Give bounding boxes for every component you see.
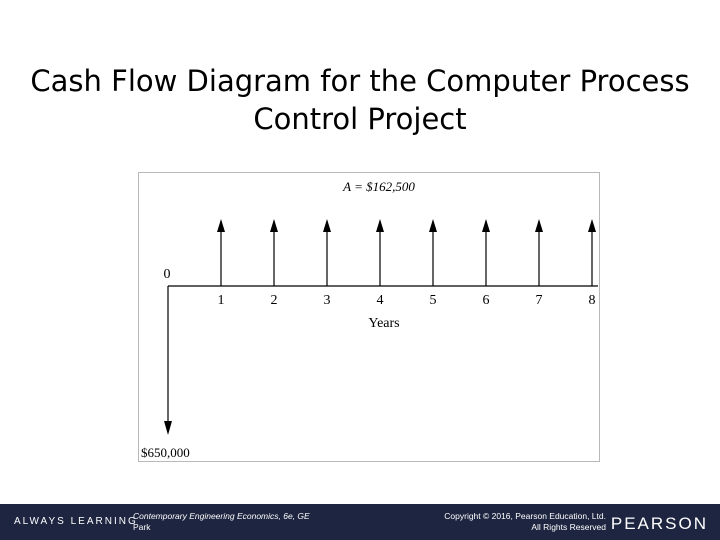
period-label: 6 xyxy=(482,293,490,308)
annual-inflow-arrowhead xyxy=(482,219,490,232)
footer-bar xyxy=(0,504,720,540)
annual-inflow-arrowhead xyxy=(217,219,225,232)
slide-title xyxy=(20,62,700,138)
cash-flow-diagram-canvas xyxy=(139,173,601,463)
footer-book-title: Contemporary Engineering Economics, 6e, GE xyxy=(133,511,310,521)
annual-amount-label: A = $162,500 xyxy=(343,179,415,194)
footer-copyright-line-1: Copyright © 2016, Pearson Education, Ltd. xyxy=(444,511,606,521)
footer-book-info xyxy=(133,511,363,533)
footer-brand: ALWAYS LEARNING xyxy=(14,516,138,527)
annual-inflow-arrowhead xyxy=(323,219,331,232)
annual-inflow-arrowhead xyxy=(429,219,437,232)
initial-outflow-label: $650,000 xyxy=(141,445,190,460)
annual-inflow-arrowhead xyxy=(535,219,543,232)
title-line-2: Control Project xyxy=(253,102,467,136)
period-label: 1 xyxy=(217,293,225,308)
annual-inflow-arrowhead xyxy=(270,219,278,232)
cash-flow-diagram xyxy=(138,172,600,462)
period-label: 3 xyxy=(323,293,331,308)
period-label: 7 xyxy=(535,293,543,308)
footer-copyright-line-2: All Rights Reserved xyxy=(531,522,606,532)
period-markers xyxy=(217,219,596,308)
footer-book-author: Park xyxy=(133,522,151,532)
period-label: 2 xyxy=(270,293,278,308)
annual-inflow-arrowhead xyxy=(588,219,596,232)
period-label: 8 xyxy=(588,293,596,308)
period-label: 4 xyxy=(376,293,384,308)
initial-outflow-arrowhead xyxy=(164,421,172,435)
period-zero-label: 0 xyxy=(163,267,171,282)
annual-inflow-arrowhead xyxy=(376,219,384,232)
title-line-1: Cash Flow Diagram for the Computer Process xyxy=(30,64,690,98)
axis-label: Years xyxy=(368,316,400,331)
footer-copyright xyxy=(366,511,606,533)
pearson-logo: PEARSON xyxy=(610,514,708,533)
period-label: 5 xyxy=(429,293,437,308)
